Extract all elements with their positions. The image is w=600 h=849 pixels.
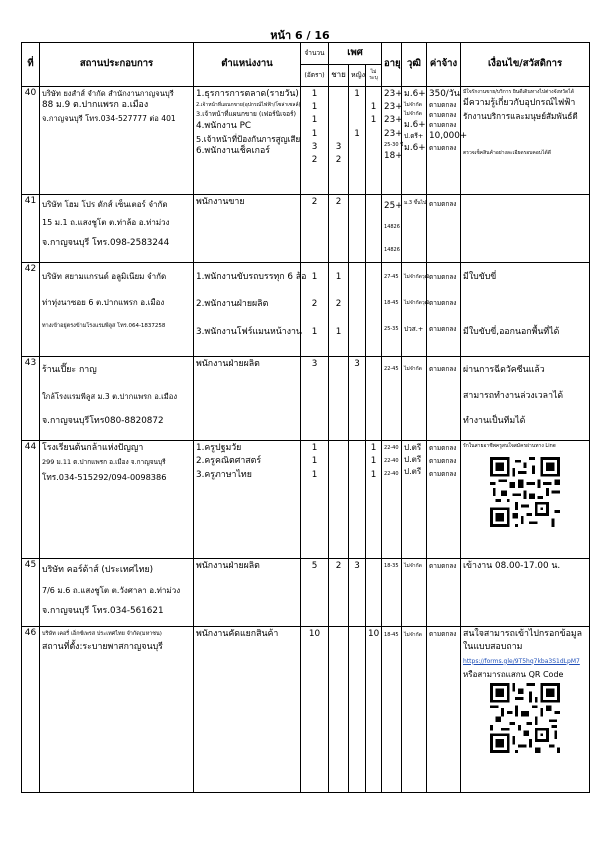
male-value bbox=[331, 128, 346, 141]
male-value: 2 bbox=[335, 197, 342, 207]
female-cell bbox=[349, 441, 366, 559]
male-value: 2 bbox=[335, 154, 342, 165]
edu-value: ไม่จำกัด bbox=[404, 102, 422, 109]
any-value: 1 bbox=[370, 469, 377, 480]
position-line: 5.เจ้าหน้าที่ป้องกันการสูญเสีย bbox=[196, 134, 301, 145]
age-value: 23+ bbox=[384, 102, 403, 113]
header-any: ไม่ระบุ bbox=[366, 65, 382, 87]
cond-line: หรือสามารถแสกน QR Code bbox=[463, 669, 564, 679]
position-line: 4.พนักงาน PC bbox=[196, 120, 252, 131]
male-value bbox=[331, 114, 346, 127]
female-cell bbox=[349, 357, 366, 441]
header-age: อายุ bbox=[382, 43, 402, 87]
any-cell bbox=[366, 559, 382, 627]
cond-cell bbox=[461, 627, 590, 793]
any-cell bbox=[366, 87, 382, 195]
edu-value: ป.ตรี bbox=[404, 467, 422, 477]
position-line: 1.พนักงานขับรถบรรทุก 6 ล้อ bbox=[196, 272, 307, 283]
wage-value: ตามตกลง bbox=[429, 562, 457, 571]
row-no: 42 bbox=[22, 263, 40, 357]
age-cell bbox=[382, 357, 402, 441]
cond-line bbox=[463, 291, 587, 318]
female-cell bbox=[349, 263, 366, 357]
company-line: บริษัท คอร์ด้าส์ (ประเทศไทย) bbox=[42, 565, 154, 576]
position-line: 2.ครูคณิตศาสตร์ bbox=[196, 456, 262, 467]
male-value: 1 bbox=[335, 272, 342, 283]
position-cell bbox=[194, 441, 301, 559]
any-cell bbox=[366, 195, 382, 263]
company-cell bbox=[40, 357, 194, 441]
cond-cell bbox=[461, 441, 590, 559]
age-value: 23+ bbox=[384, 89, 403, 99]
edu-value: ม.6+ bbox=[404, 89, 426, 99]
company-line: จ.กาญจนบุรี โทร.034-527777 ต่อ 401 bbox=[42, 113, 176, 123]
page-title: หน้า 6 / 16 bbox=[270, 29, 330, 42]
cond-line: สนใจสามารถเข้าไปกรอกข้อมูล bbox=[463, 629, 583, 640]
age-cell bbox=[382, 263, 402, 357]
male-cell bbox=[329, 195, 349, 263]
female-cell bbox=[349, 87, 366, 195]
company-line: จ.กาญจนบุรี โทร.098-2583244 bbox=[42, 237, 170, 248]
edu-value: ไม่จำกัด bbox=[404, 111, 422, 118]
amount-value: 1 bbox=[311, 89, 318, 99]
age-value: 22-45 bbox=[384, 366, 399, 373]
table-row bbox=[22, 627, 590, 793]
company-line: บริษัท ยงสำส์ จำกัด สำนักงานกาญจนบุรี bbox=[42, 89, 174, 98]
cond-line: รักงานบริการและมนุษย์สัมพันธ์ดี bbox=[463, 111, 578, 122]
survey-link[interactable]: https://forms.gle/9T5hq7kba3S1dLpM7 bbox=[463, 657, 580, 665]
wage-value: ตามตกลง bbox=[429, 470, 457, 479]
position-line: พนักงานขาย bbox=[196, 197, 245, 207]
wage-cell bbox=[427, 357, 461, 441]
wage-cell bbox=[427, 263, 461, 357]
row-no: 40 bbox=[22, 87, 40, 195]
female-value bbox=[351, 114, 363, 127]
company-line: ใกล้โรงแรมพีลูส ม.3 ต.ปากแพรก อ.เมือง bbox=[42, 391, 178, 401]
table-row bbox=[22, 87, 590, 195]
male-cell bbox=[329, 87, 349, 195]
age-cell bbox=[382, 627, 402, 793]
amount-value: 10 bbox=[308, 629, 321, 640]
position-line: 1.ธุรการการตลาด(รายวัน) bbox=[196, 89, 299, 99]
age-cell bbox=[382, 195, 402, 263]
age-cell bbox=[382, 559, 402, 627]
cond-line: ทำงานเป็นทีมได้ bbox=[463, 416, 526, 427]
edu-cell bbox=[402, 195, 427, 263]
female-value bbox=[351, 154, 363, 167]
edu-value: ม.6+ bbox=[404, 143, 426, 154]
amount-cell bbox=[301, 195, 329, 263]
male-value bbox=[331, 101, 346, 114]
position-line: 3.พนักงานโฟร์แมนหน้างาน bbox=[196, 326, 302, 337]
position-line: 1.ครูปฐมวัย bbox=[196, 443, 242, 454]
age-value: 25-30 ปี bbox=[384, 141, 404, 148]
survey-qr-code-icon bbox=[490, 683, 560, 753]
cond-line bbox=[463, 136, 587, 149]
wage-value: ตามตกลง bbox=[429, 457, 457, 466]
edu-value: ม.6+ bbox=[404, 120, 426, 131]
cond-line: ผ่านการฉีดวัคซีนแล้ว bbox=[463, 365, 545, 376]
age-cell bbox=[382, 87, 402, 195]
any-cell bbox=[366, 357, 382, 441]
cond-line: มีใบขับขี่,ออกนอกพื้นที่ได้ bbox=[463, 326, 560, 337]
company-line: 15 ม.1 ถ.แสงชูโต ต.ท่าล้อ อ.ท่าม่วง bbox=[42, 218, 170, 228]
age-value: 23+ bbox=[384, 128, 403, 139]
row-no: 41 bbox=[22, 195, 40, 263]
company-line: บริษัท สยามแกรนด์ อลูมิเนียม จำกัด bbox=[42, 272, 167, 282]
row-no: 44 bbox=[22, 441, 40, 559]
cond-cell bbox=[461, 559, 590, 627]
company-cell bbox=[40, 263, 194, 357]
company-line: บริษัท โฮม โปร ดักส์ เซ็นเตอร์ จำกัด bbox=[42, 200, 168, 209]
any-cell bbox=[366, 627, 382, 793]
company-line: บริษัท เคอรี่ เอ็กซ์เพรส ประเทศไทย จำกัด(มหาชน) bbox=[42, 631, 162, 638]
amount-value: 1 bbox=[311, 456, 318, 467]
amount-value: 1 bbox=[311, 443, 318, 454]
header-wage: ค่าจ้าง bbox=[427, 43, 461, 87]
header-amount-unit: (อัตรา) bbox=[301, 65, 329, 87]
amount-cell bbox=[301, 441, 329, 559]
header-no: ที่ bbox=[22, 43, 40, 87]
company-line: สถานที่ตั้ง:ระบายพาสกาญจนบุรี bbox=[42, 641, 163, 652]
any-value: 1 bbox=[370, 115, 377, 126]
position-cell bbox=[194, 559, 301, 627]
edu-value: ปวส.+ bbox=[404, 325, 424, 334]
company-line: 7/6 ม.6 ถ.แสงชูโต ต.วังศาลา อ.ท่าม่วง bbox=[42, 586, 181, 596]
any-value: 10 bbox=[368, 629, 380, 640]
company-cell bbox=[40, 441, 194, 559]
wage-cell bbox=[427, 87, 468, 195]
company-line: โรงเรียนต้นกล้าแห่งปัญญา bbox=[42, 443, 144, 454]
cond-cell bbox=[461, 263, 590, 357]
amount-value: 3 bbox=[311, 359, 318, 370]
any-value: 1 bbox=[370, 443, 377, 454]
female-cell bbox=[349, 627, 366, 793]
header-amount: จำนวน bbox=[301, 43, 329, 65]
age-value: 14826 bbox=[384, 246, 400, 253]
any-value: 1 bbox=[370, 456, 377, 467]
amount-cell bbox=[301, 559, 329, 627]
wage-value: 10,000+ bbox=[429, 131, 468, 142]
cond-line: มีใจรักงานขาย/บริการ ยินดีเดินทางไปต่างจังหวัดได้ bbox=[463, 89, 575, 95]
wage-cell bbox=[427, 627, 461, 793]
company-line: 299 ม.11 ต.ปากแพรก อ.เมือง จ.กาญจนบุรี bbox=[42, 458, 166, 467]
age-value: 14826 bbox=[384, 224, 400, 231]
female-cell bbox=[349, 559, 366, 627]
male-value: 2 bbox=[335, 561, 342, 572]
female-value: 3 bbox=[354, 359, 360, 370]
edu-value: ไม่จำกัดวุฒิ bbox=[404, 300, 430, 307]
qr-pattern bbox=[490, 457, 560, 527]
edu-value: ไม่จำกัด bbox=[404, 563, 422, 570]
wage-value: ตามตกลง bbox=[429, 299, 457, 308]
age-value: 18-35 bbox=[384, 563, 399, 570]
company-line: โทร.034-515292/094-0098386 bbox=[42, 472, 167, 483]
wage-value: ตามตกลง bbox=[429, 444, 457, 453]
qr-pattern bbox=[490, 683, 560, 753]
company-line: ทางเข้าอยู่ตรงข้ามโรงแรมพีลูส โทร.064-1837258 bbox=[42, 322, 166, 329]
header-company: สถานประกอบการ bbox=[40, 43, 194, 87]
position-line: 6.พนักงานเช็คเกอร์ bbox=[196, 146, 270, 157]
table-row bbox=[22, 263, 590, 357]
male-cell bbox=[329, 627, 349, 793]
any-value: 1 bbox=[370, 102, 377, 113]
header-female: หญิง bbox=[349, 65, 366, 87]
row-no: 46 bbox=[22, 627, 40, 793]
age-value: 23+ bbox=[384, 115, 403, 126]
wage-value: ตามตกลง bbox=[429, 630, 457, 639]
male-value: 1 bbox=[335, 326, 342, 337]
amount-value: 1 bbox=[311, 115, 318, 126]
position-line: 2.เจ้าหน้าที่แผนกขาย(อุปกรณ์ไฟฟ้า/โซล่าเซลล์) bbox=[196, 102, 301, 109]
table-row bbox=[22, 195, 590, 263]
female-value bbox=[351, 141, 363, 154]
any-value bbox=[368, 88, 379, 101]
edu-value: ไม่จำกัด bbox=[404, 632, 422, 639]
cond-line: มีความรู้เกี่ยวกับอุปกรณ์ไฟฟ้า bbox=[463, 98, 576, 108]
female-cell bbox=[349, 195, 366, 263]
cond-line bbox=[463, 122, 587, 135]
header-position: ตำแหน่งงาน bbox=[194, 43, 301, 87]
table-row bbox=[22, 357, 590, 441]
row-no: 45 bbox=[22, 559, 40, 627]
position-cell bbox=[194, 263, 307, 357]
position-line: 3.ครูภาษาไทย bbox=[196, 469, 252, 480]
company-cell bbox=[40, 559, 194, 627]
table-row bbox=[22, 441, 590, 559]
cond-line: รักในสายอาชีพครูสนใจสมัครผ่านทาง Line bbox=[463, 443, 556, 450]
position-line: พนักงานฝ่ายผลิต bbox=[196, 561, 260, 572]
cond-line: เข้างาน 08.00-17.00 น. bbox=[463, 561, 561, 572]
edu-value: ไม่จำกัด bbox=[404, 366, 422, 373]
amount-cell bbox=[301, 357, 329, 441]
cond-cell bbox=[461, 357, 590, 441]
age-value: 22-40 bbox=[384, 458, 399, 465]
amount-value: 2 bbox=[311, 154, 318, 165]
wage-cell bbox=[427, 441, 461, 559]
company-line: ท่าทุ่งนาซอย 6 ต.ปากแพรก อ.เมือง bbox=[42, 297, 165, 307]
any-value bbox=[368, 128, 379, 141]
amount-cell bbox=[301, 627, 329, 793]
company-line: จ.กาญจนบุรี โทร.034-561621 bbox=[42, 606, 164, 617]
edu-value: ป.ตรี bbox=[404, 443, 422, 453]
header-cond: เงื่อนไข/สวัสดิการ bbox=[461, 43, 590, 87]
male-value bbox=[331, 88, 346, 101]
edu-cell bbox=[402, 87, 427, 195]
company-cell bbox=[40, 627, 194, 793]
male-cell bbox=[329, 559, 349, 627]
cond-line: ตรวจเช็คสินค้าอย่างละเอียดรอบคอบได้ดี bbox=[463, 149, 551, 156]
female-value: 1 bbox=[354, 128, 360, 139]
wage-value: ตามตกลง bbox=[429, 120, 457, 129]
company-line: จ.กาญจนบุรีโทร080-8820872 bbox=[42, 415, 164, 426]
position-line: 3.เจ้าหน้าที่แผนกขาย (เฟอร์นิเจอร์) bbox=[196, 110, 297, 119]
edu-cell bbox=[402, 263, 430, 357]
position-cell bbox=[194, 87, 301, 195]
header-sex: เพศ bbox=[329, 43, 382, 65]
company-line: 88 ม.9 ต.ปากแพรก อ.เมือง bbox=[42, 100, 149, 111]
amount-value: 1 bbox=[311, 128, 318, 139]
wage-value: ตามตกลง bbox=[429, 110, 457, 119]
edu-cell bbox=[402, 357, 427, 441]
amount-value: 1 bbox=[311, 102, 318, 113]
female-value bbox=[351, 101, 363, 114]
wage-value: ตามตกลง bbox=[429, 325, 457, 334]
amount-value: 3 bbox=[311, 141, 318, 152]
age-value: 22-40 bbox=[384, 471, 399, 478]
cond-cell bbox=[461, 195, 590, 263]
wage-value: ตามตกลง bbox=[429, 101, 457, 110]
company-cell bbox=[40, 87, 194, 195]
male-value: 3 bbox=[335, 141, 342, 152]
wage-value: ตามตกลง bbox=[429, 143, 457, 152]
amount-value: 2 bbox=[311, 299, 318, 310]
male-cell bbox=[329, 357, 349, 441]
wage-cell bbox=[427, 195, 461, 263]
position-line: พนักงานฝ่ายผลิต bbox=[196, 359, 260, 370]
male-cell bbox=[329, 441, 349, 559]
edu-value: ป.ตรี bbox=[404, 455, 422, 465]
edu-cell bbox=[402, 627, 427, 793]
company-line: ร้านเปี๊ยะ กาญ bbox=[42, 365, 97, 376]
edu-value: ม.3 ขึ้นไป bbox=[404, 200, 427, 206]
age-value: 27-45 bbox=[384, 274, 399, 281]
age-cell bbox=[382, 441, 402, 559]
edu-cell bbox=[402, 441, 427, 559]
header-edu: วุฒิ bbox=[402, 43, 427, 87]
amount-value: 1 bbox=[311, 469, 318, 480]
age-value: 18-45 bbox=[384, 300, 399, 307]
amount-value: 5 bbox=[311, 561, 318, 572]
wage-value: ตามตกลง bbox=[429, 365, 457, 374]
edu-cell bbox=[402, 559, 427, 627]
male-value: 2 bbox=[335, 299, 342, 310]
line-qr-code-icon bbox=[490, 457, 560, 527]
male-cell bbox=[329, 263, 349, 357]
any-cell bbox=[366, 441, 382, 559]
wage-value: ตามตกลง bbox=[429, 273, 457, 282]
age-value: 18-45 bbox=[384, 632, 399, 639]
edu-value: ป.ตรี+ bbox=[404, 132, 424, 141]
female-value: 1 bbox=[354, 89, 360, 99]
position-cell bbox=[194, 357, 301, 441]
position-cell bbox=[194, 195, 301, 263]
age-value: 25-35 bbox=[384, 326, 399, 333]
position-line: พนักงานคัดแยกสินค้า bbox=[196, 629, 279, 640]
age-value: 25+ bbox=[384, 201, 403, 211]
any-value bbox=[368, 154, 379, 167]
cond-cell bbox=[461, 87, 590, 195]
wage-value: ตามตกลง bbox=[429, 200, 457, 208]
age-value: 18+ bbox=[384, 150, 403, 161]
table-row bbox=[22, 559, 590, 627]
amount-value: 2 bbox=[311, 197, 318, 207]
cond-line: ในแบบสอบถาม bbox=[463, 642, 523, 653]
header-male: ชาย bbox=[329, 65, 349, 87]
edu-value: ไม่จำกัดวุฒิ bbox=[404, 274, 430, 281]
position-line: 2.พนักงานฝ่ายผลิต bbox=[196, 299, 269, 310]
any-cell bbox=[366, 263, 382, 357]
any-value bbox=[368, 141, 379, 154]
age-value: 22-40 bbox=[384, 445, 399, 452]
amount-value: 1 bbox=[311, 272, 318, 283]
cond-line: มีใบขับขี่ bbox=[463, 272, 497, 283]
amount-cell bbox=[301, 87, 329, 195]
position-cell bbox=[194, 627, 301, 793]
wage-value: 350/วัน bbox=[429, 89, 460, 99]
cond-line: สามารถทำงานล่วงเวลาได้ bbox=[463, 390, 564, 401]
female-value: 3 bbox=[354, 561, 360, 572]
amount-value: 1 bbox=[311, 326, 318, 337]
wage-cell bbox=[427, 559, 461, 627]
company-cell bbox=[40, 195, 194, 263]
row-no: 43 bbox=[22, 357, 40, 441]
job-listing-table bbox=[21, 42, 590, 793]
